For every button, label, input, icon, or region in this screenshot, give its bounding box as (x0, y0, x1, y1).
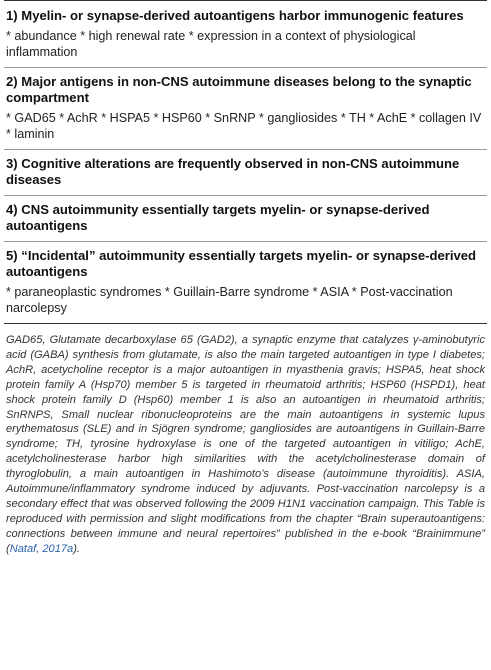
table-section-5 (4, 242, 487, 323)
table-section-2 (4, 68, 487, 150)
section-heading: 3) Cognitive alterations are frequently observed in non-CNS autoimmune diseases (6, 156, 460, 187)
section-heading: 2) Major antigens in non-CNS autoimmune diseases belong to the synaptic compartment (6, 74, 472, 105)
section-items: * GAD65 * AchR * HSPA5 * HSP60 * SnRNP * gangliosides * TH * AchE * collagen IV * laminin (6, 111, 482, 141)
section-items: * paraneoplastic syndromes * Guillain-Barre syndrome * ASIA * Post-vaccination narcolepsy (6, 285, 453, 315)
table-section-4 (4, 196, 487, 242)
citation-link[interactable]: Nataf, 2017a (9, 542, 74, 555)
table-section-3 (4, 150, 487, 196)
section-heading: 1) Myelin- or synapse-derived autoantigens harbor immunogenic features (6, 8, 464, 23)
footnote-closing: ). (73, 542, 81, 555)
footnote-text: GAD65, Glutamate decarboxylase 65 (GAD2), a synaptic enzyme that catalyzes γ-aminobutyric acid (GABA) synthesis from glutamate, is also the main targeted autoantigen in type I diabetes; AchR, acetycholine receptor is a major autoantigen in myasthenia gravis; HSPA5, heat shock protein family A (Hsp70) member 5 is targeted in rheumatoid arthritis; HSP60 (HSPD1), heat shock protein family D (Hsp60) member 1 is also an autoantigen in rheumatoid arthritis; SnRNPS, Small nuclear ribonucleoproteins are the main autoantigens in systemic lupus erythematosus (SLE) and in Sjögren syndrome; gangliosides are autoantigens in Guillain-Barre syndrome; TH, tyrosine hydroxylase is one of the targeted autoantigen in vitiligo; AchE, acetylcholinesterase harbor high similarities with the acetylcholinesterase domain of thyroglobulin, a main autoantigen in Hashimoto’s disease (autoimmune thyroiditis). ASIA, Autoimmune/inflammatory syndrome induced by adjuvants. Post-vaccination narcolepsy is a secondary effect that was observed following the 2009 H1N1 vaccination campaign. This Table is reproduced with permission and slight modifications from the chapter “Brain superautoantigens: connections between immune and neural repertoires” published in the e-book “Brainimmune” ( (6, 334, 485, 555)
section-heading: 4) CNS autoimmunity essentially targets myelin- or synapse-derived autoantigens (6, 202, 430, 233)
section-items: * abundance * high renewal rate * expression in a context of physiological inflammation (6, 29, 416, 59)
table-footnote (4, 324, 487, 557)
section-heading: 5) “Incidental” autoimmunity essentially targets myelin- or synapse-derived autoantigens (6, 248, 477, 279)
table-section-1 (4, 1, 487, 68)
